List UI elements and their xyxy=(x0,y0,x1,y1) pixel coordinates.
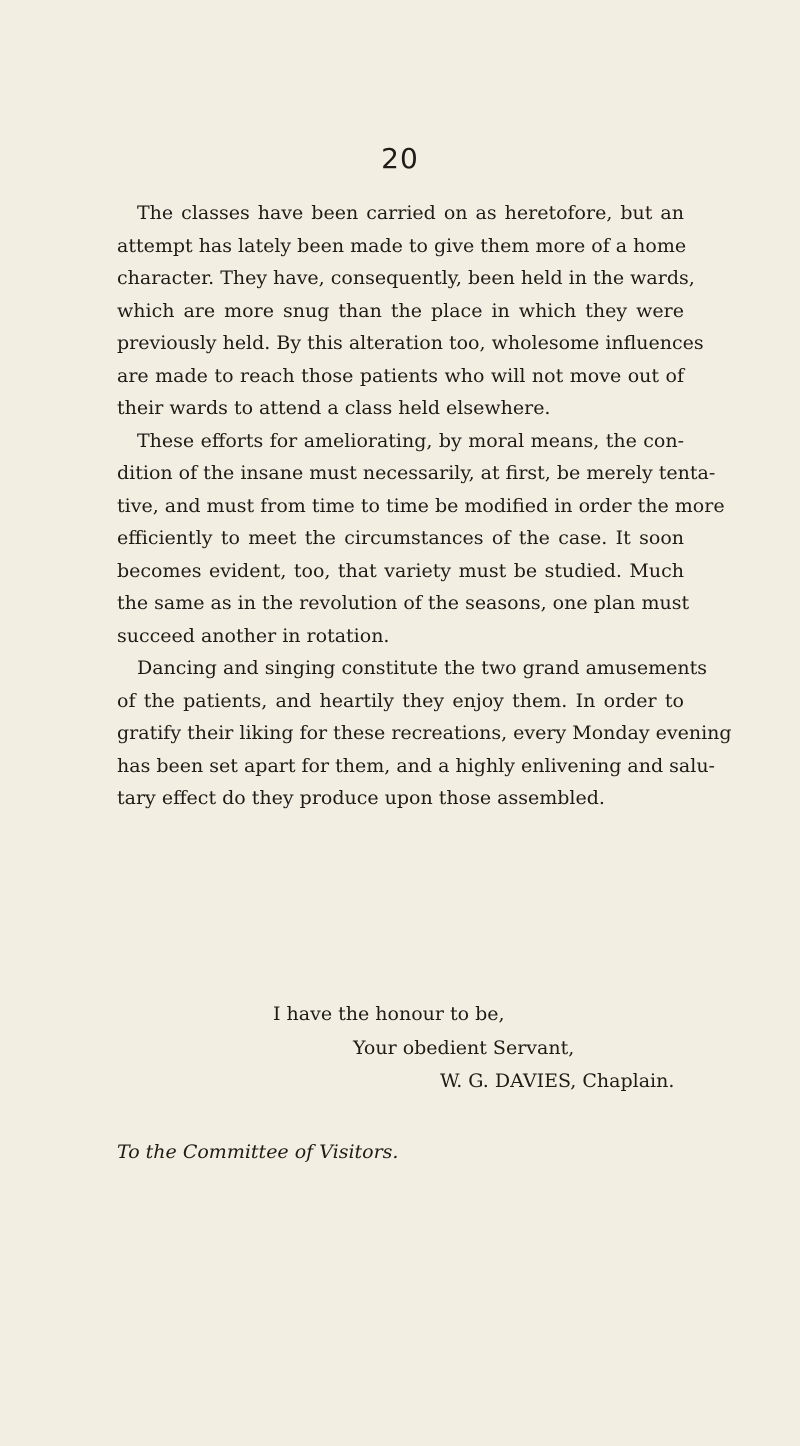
text-line: Dancing and singing constitute the two grand amusements xyxy=(137,657,708,679)
text-line: character. They have, consequently, been held in the wards, xyxy=(117,267,695,289)
text-line: their wards to attend a class held elsewhere. xyxy=(117,397,551,419)
text-line: are made to reach those patients who will not move out of xyxy=(117,364,684,387)
letter-body xyxy=(117,197,732,815)
text-line: previously held. By this alteration too, wholesome influences xyxy=(117,332,704,354)
text-line: tary effect do they produce upon those assembled. xyxy=(117,787,605,809)
paragraph-1 xyxy=(117,197,704,425)
text-line: efficiently to meet the circumstances of the case. It soon xyxy=(117,527,684,549)
paragraph-3 xyxy=(117,652,732,815)
text-line: These efforts for ameliorating, by moral means, the con- xyxy=(137,429,684,452)
text-line: of the patients, and heartily they enjoy them. In order to xyxy=(117,689,684,712)
text-line: tive, and must from time to time be modified in order the more xyxy=(117,494,725,517)
text-line: the same as in the revolution of the seasons, one plan must xyxy=(117,592,690,614)
text-line: which are more snug than the place in which they were xyxy=(117,299,684,322)
text-line: succeed another in rotation. xyxy=(117,624,390,647)
closing-servant: Your obedient Servant, xyxy=(353,1037,575,1059)
text-line: becomes evident, too, that variety must be studied. Much xyxy=(117,559,684,582)
page-number: 20 xyxy=(381,142,419,175)
text-line: gratify their liking for these recreations, every Monday evening xyxy=(117,722,732,744)
closing-salutation: I have the honour to be, xyxy=(273,1003,505,1025)
text-line: The classes have been carried on as heretofore, but an xyxy=(137,202,684,224)
text-line: dition of the insane must necessarily, at first, be merely tenta- xyxy=(117,462,716,484)
signature: W. G. DAVIES, Chaplain. xyxy=(440,1070,675,1092)
paragraph-2 xyxy=(117,425,725,653)
text-line: attempt has lately been made to give them more of a home xyxy=(117,234,687,257)
text-line: has been set apart for them, and a highly enlivening and salu- xyxy=(117,754,715,777)
addressee: To the Committee of Visitors. xyxy=(117,1141,399,1163)
